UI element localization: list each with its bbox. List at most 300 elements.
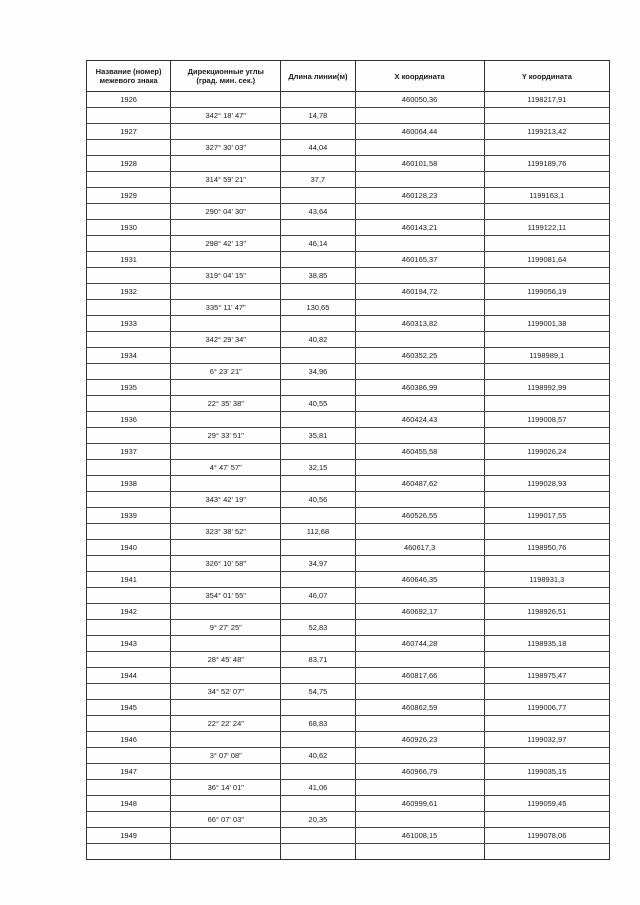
empty-cell — [87, 780, 171, 796]
y-coordinate: 1199001,38 — [484, 316, 609, 332]
empty-cell — [484, 620, 609, 636]
direction-angle: 9° 27' 25" — [171, 620, 281, 636]
point-name: 1937 — [87, 444, 171, 460]
table-row — [87, 844, 610, 860]
table-row — [87, 588, 610, 604]
empty-cell — [355, 652, 484, 668]
table-row — [87, 636, 610, 652]
x-coordinate: 460050,36 — [355, 92, 484, 108]
empty-cell — [355, 300, 484, 316]
table-row — [87, 444, 610, 460]
x-coordinate: 460352,25 — [355, 348, 484, 364]
table-row — [87, 108, 610, 124]
header-name-line-1: Название (номер) — [95, 67, 162, 76]
empty-cell — [355, 140, 484, 156]
direction-angle: 3° 07' 08" — [171, 748, 281, 764]
table-row — [87, 524, 610, 540]
empty-cell — [281, 252, 355, 268]
line-length: 37,7 — [281, 172, 355, 188]
empty-cell — [484, 748, 609, 764]
header-angle-line-1: Дирекционные углы — [187, 67, 264, 76]
x-coordinate: 460926,23 — [355, 732, 484, 748]
empty-cell — [355, 108, 484, 124]
empty-cell — [281, 316, 355, 332]
point-name: 1946 — [87, 732, 171, 748]
empty-cell — [281, 828, 355, 844]
empty-cell — [87, 204, 171, 220]
line-length: 46,07 — [281, 588, 355, 604]
table-row — [87, 748, 610, 764]
empty-cell — [355, 268, 484, 284]
point-name: 1930 — [87, 220, 171, 236]
header-angle-line-2: (град. мин. сек.) — [196, 76, 256, 85]
empty-cell — [484, 716, 609, 732]
empty-cell — [355, 780, 484, 796]
empty-cell — [355, 588, 484, 604]
x-coordinate: 460526,55 — [355, 508, 484, 524]
empty-cell — [355, 460, 484, 476]
empty-cell — [355, 172, 484, 188]
direction-angle: 4° 47' 57" — [171, 460, 281, 476]
empty-cell — [171, 92, 281, 108]
empty-cell — [87, 300, 171, 316]
table-row — [87, 236, 610, 252]
header-name — [87, 61, 171, 92]
direction-angle: 314° 59' 21" — [171, 172, 281, 188]
empty-cell — [281, 636, 355, 652]
empty-cell — [281, 220, 355, 236]
table-row — [87, 332, 610, 348]
empty-cell — [87, 812, 171, 828]
empty-cell — [355, 492, 484, 508]
y-coordinate: 1199213,42 — [484, 124, 609, 140]
table-row — [87, 716, 610, 732]
empty-cell — [87, 172, 171, 188]
table-row — [87, 556, 610, 572]
empty-cell — [281, 188, 355, 204]
table-row — [87, 508, 610, 524]
table-row — [87, 300, 610, 316]
table-row — [87, 732, 610, 748]
empty-cell — [355, 620, 484, 636]
direction-angle: 354° 01' 55" — [171, 588, 281, 604]
boundary-coordinates-table — [86, 60, 610, 860]
x-coordinate: 460064,44 — [355, 124, 484, 140]
empty-cell — [281, 668, 355, 684]
y-coordinate: 1199026,24 — [484, 444, 609, 460]
empty-cell — [355, 556, 484, 572]
empty-cell — [171, 668, 281, 684]
direction-angle: 343° 42' 19" — [171, 492, 281, 508]
empty-cell — [87, 716, 171, 732]
line-length: 14,78 — [281, 108, 355, 124]
empty-cell — [484, 204, 609, 220]
table-row — [87, 812, 610, 828]
empty-cell — [484, 556, 609, 572]
table-row — [87, 284, 610, 300]
empty-cell — [355, 428, 484, 444]
header-name-line-2: межевого знака — [99, 76, 158, 85]
empty-cell — [484, 844, 609, 860]
empty-cell — [484, 588, 609, 604]
y-coordinate: 1199056,19 — [484, 284, 609, 300]
y-coordinate: 1199035,15 — [484, 764, 609, 780]
x-coordinate: 460966,79 — [355, 764, 484, 780]
table-row — [87, 796, 610, 812]
point-name: 1945 — [87, 700, 171, 716]
x-coordinate: 460817,66 — [355, 668, 484, 684]
empty-cell — [171, 444, 281, 460]
empty-cell — [484, 396, 609, 412]
table-row — [87, 620, 610, 636]
table-row — [87, 652, 610, 668]
direction-angle: 298° 42' 13" — [171, 236, 281, 252]
y-coordinate: 1198992,99 — [484, 380, 609, 396]
table-row — [87, 460, 610, 476]
table-row — [87, 268, 610, 284]
empty-cell — [484, 332, 609, 348]
direction-angle: 29° 33' 51" — [171, 428, 281, 444]
y-coordinate: 1199122,11 — [484, 220, 609, 236]
y-coordinate: 1199078,06 — [484, 828, 609, 844]
y-coordinate: 1198935,18 — [484, 636, 609, 652]
line-length: 38,85 — [281, 268, 355, 284]
empty-cell — [171, 252, 281, 268]
direction-angle: 34° 52' 07" — [171, 684, 281, 700]
point-name: 1927 — [87, 124, 171, 140]
line-length: 43,64 — [281, 204, 355, 220]
x-coordinate: 460744,28 — [355, 636, 484, 652]
empty-cell — [281, 444, 355, 460]
empty-cell — [281, 508, 355, 524]
point-name: 1940 — [87, 540, 171, 556]
empty-cell — [281, 796, 355, 812]
table-row — [87, 412, 610, 428]
line-length: 40,55 — [281, 396, 355, 412]
direction-angle: 342° 18' 47" — [171, 108, 281, 124]
empty-cell — [87, 396, 171, 412]
line-length: 35,81 — [281, 428, 355, 444]
y-coordinate: 1199028,93 — [484, 476, 609, 492]
y-coordinate: 1198931,3 — [484, 572, 609, 588]
empty-cell — [171, 412, 281, 428]
point-name: 1943 — [87, 636, 171, 652]
empty-cell — [484, 684, 609, 700]
table-row — [87, 124, 610, 140]
empty-cell — [171, 572, 281, 588]
table-row — [87, 684, 610, 700]
y-coordinate: 1199081,64 — [484, 252, 609, 268]
line-length: 54,75 — [281, 684, 355, 700]
empty-cell — [171, 476, 281, 492]
empty-cell — [171, 220, 281, 236]
y-coordinate: 1198989,1 — [484, 348, 609, 364]
table-row — [87, 780, 610, 796]
empty-cell — [484, 268, 609, 284]
y-coordinate: 1199059,45 — [484, 796, 609, 812]
x-coordinate: 461008,15 — [355, 828, 484, 844]
point-name: 1935 — [87, 380, 171, 396]
line-length: 34,96 — [281, 364, 355, 380]
empty-cell — [87, 588, 171, 604]
empty-cell — [281, 844, 355, 860]
x-coordinate: 460194,72 — [355, 284, 484, 300]
empty-cell — [484, 524, 609, 540]
empty-cell — [87, 332, 171, 348]
empty-cell — [87, 460, 171, 476]
direction-angle: 326° 10' 58" — [171, 556, 281, 572]
empty-cell — [171, 764, 281, 780]
empty-cell — [87, 268, 171, 284]
empty-cell — [484, 364, 609, 380]
table-body — [87, 92, 610, 860]
y-coordinate: 1199008,57 — [484, 412, 609, 428]
x-coordinate: 460313,82 — [355, 316, 484, 332]
point-name: 1949 — [87, 828, 171, 844]
line-length: 20,35 — [281, 812, 355, 828]
empty-cell — [171, 156, 281, 172]
point-name: 1934 — [87, 348, 171, 364]
x-coordinate: 460487,62 — [355, 476, 484, 492]
direction-angle: 28° 45' 48" — [171, 652, 281, 668]
line-length: 32,15 — [281, 460, 355, 476]
empty-cell — [87, 620, 171, 636]
y-coordinate: 1199163,1 — [484, 188, 609, 204]
empty-cell — [281, 604, 355, 620]
empty-cell — [355, 812, 484, 828]
direction-angle: 323° 38' 52" — [171, 524, 281, 540]
empty-cell — [281, 476, 355, 492]
empty-cell — [171, 284, 281, 300]
empty-cell — [484, 172, 609, 188]
point-name: 1942 — [87, 604, 171, 620]
point-name: 1929 — [87, 188, 171, 204]
empty-cell — [171, 604, 281, 620]
empty-cell — [355, 236, 484, 252]
empty-cell — [484, 108, 609, 124]
y-coordinate: 1199189,76 — [484, 156, 609, 172]
empty-cell — [355, 844, 484, 860]
empty-cell — [171, 844, 281, 860]
direction-angle: 22° 35' 38" — [171, 396, 281, 412]
line-length: 83,71 — [281, 652, 355, 668]
empty-cell — [171, 188, 281, 204]
line-length: 68,83 — [281, 716, 355, 732]
x-coordinate: 460455,58 — [355, 444, 484, 460]
header-y: Y координата — [484, 61, 609, 92]
empty-cell — [355, 204, 484, 220]
direction-angle: 327° 30' 03" — [171, 140, 281, 156]
point-name: 1938 — [87, 476, 171, 492]
empty-cell — [171, 508, 281, 524]
y-coordinate: 1199032,97 — [484, 732, 609, 748]
empty-cell — [281, 700, 355, 716]
line-length: 46,14 — [281, 236, 355, 252]
x-coordinate: 460143,21 — [355, 220, 484, 236]
table-row — [87, 156, 610, 172]
empty-cell — [484, 812, 609, 828]
table-row — [87, 364, 610, 380]
point-name: 1928 — [87, 156, 171, 172]
point-name: 1926 — [87, 92, 171, 108]
header-length: Длина линии(м) — [281, 61, 355, 92]
table-row — [87, 220, 610, 236]
y-coordinate: 1199006,77 — [484, 700, 609, 716]
empty-cell — [281, 348, 355, 364]
y-coordinate: 1199017,55 — [484, 508, 609, 524]
empty-cell — [281, 572, 355, 588]
table-row — [87, 188, 610, 204]
empty-cell — [171, 348, 281, 364]
empty-cell — [171, 636, 281, 652]
x-coordinate: 460101,58 — [355, 156, 484, 172]
direction-angle: 335° 11' 47" — [171, 300, 281, 316]
table-row — [87, 604, 610, 620]
table-row — [87, 492, 610, 508]
point-name: 1933 — [87, 316, 171, 332]
empty-cell — [87, 684, 171, 700]
line-length: 40,82 — [281, 332, 355, 348]
empty-cell — [355, 364, 484, 380]
x-coordinate: 460692,17 — [355, 604, 484, 620]
x-coordinate: 460165,37 — [355, 252, 484, 268]
line-length: 40,56 — [281, 492, 355, 508]
empty-cell — [355, 748, 484, 764]
x-coordinate: 460646,35 — [355, 572, 484, 588]
y-coordinate: 1198975,47 — [484, 668, 609, 684]
empty-cell — [87, 428, 171, 444]
x-coordinate: 460386,99 — [355, 380, 484, 396]
point-name: 1947 — [87, 764, 171, 780]
empty-cell — [171, 380, 281, 396]
empty-cell — [281, 156, 355, 172]
table-row — [87, 92, 610, 108]
point-name: 1936 — [87, 412, 171, 428]
empty-cell — [355, 716, 484, 732]
empty-cell — [484, 492, 609, 508]
empty-cell — [281, 92, 355, 108]
empty-cell — [484, 300, 609, 316]
point-name: 1931 — [87, 252, 171, 268]
point-name: 1932 — [87, 284, 171, 300]
empty-cell — [171, 700, 281, 716]
line-length: 41,06 — [281, 780, 355, 796]
empty-cell — [171, 316, 281, 332]
x-coordinate: 460617,3 — [355, 540, 484, 556]
x-coordinate: 460999,61 — [355, 796, 484, 812]
table-row — [87, 828, 610, 844]
y-coordinate: 1198217,91 — [484, 92, 609, 108]
x-coordinate: 460128,23 — [355, 188, 484, 204]
empty-cell — [484, 428, 609, 444]
empty-cell — [87, 108, 171, 124]
empty-cell — [281, 124, 355, 140]
line-length: 40,62 — [281, 748, 355, 764]
table-row — [87, 316, 610, 332]
point-name: 1948 — [87, 796, 171, 812]
empty-cell — [484, 652, 609, 668]
table-row — [87, 572, 610, 588]
table-row — [87, 172, 610, 188]
empty-cell — [87, 844, 171, 860]
empty-cell — [87, 748, 171, 764]
empty-cell — [281, 284, 355, 300]
x-coordinate: 460862,59 — [355, 700, 484, 716]
empty-cell — [87, 524, 171, 540]
y-coordinate: 1198926,51 — [484, 604, 609, 620]
empty-cell — [171, 540, 281, 556]
empty-cell — [355, 684, 484, 700]
empty-cell — [355, 396, 484, 412]
line-length: 130,65 — [281, 300, 355, 316]
empty-cell — [281, 764, 355, 780]
table-header-row — [87, 61, 610, 92]
empty-cell — [87, 492, 171, 508]
empty-cell — [87, 140, 171, 156]
empty-cell — [87, 556, 171, 572]
empty-cell — [281, 412, 355, 428]
direction-angle: 319° 04' 15" — [171, 268, 281, 284]
line-length: 34,97 — [281, 556, 355, 572]
empty-cell — [484, 460, 609, 476]
empty-cell — [171, 828, 281, 844]
empty-cell — [484, 780, 609, 796]
line-length: 44,04 — [281, 140, 355, 156]
table-row — [87, 764, 610, 780]
x-coordinate: 460424,43 — [355, 412, 484, 428]
line-length: 112,68 — [281, 524, 355, 540]
table-row — [87, 540, 610, 556]
table-row — [87, 396, 610, 412]
table-row — [87, 428, 610, 444]
table-row — [87, 252, 610, 268]
direction-angle: 36° 14' 01" — [171, 780, 281, 796]
direction-angle: 6° 23' 21" — [171, 364, 281, 380]
empty-cell — [87, 652, 171, 668]
y-coordinate: 1198950,76 — [484, 540, 609, 556]
table-row — [87, 140, 610, 156]
empty-cell — [484, 236, 609, 252]
empty-cell — [171, 124, 281, 140]
empty-cell — [87, 236, 171, 252]
table-row — [87, 380, 610, 396]
direction-angle: 342° 29' 34" — [171, 332, 281, 348]
empty-cell — [171, 796, 281, 812]
table-row — [87, 668, 610, 684]
empty-cell — [484, 140, 609, 156]
header-angle — [171, 61, 281, 92]
empty-cell — [281, 732, 355, 748]
table-row — [87, 348, 610, 364]
direction-angle: 66° 07' 03" — [171, 812, 281, 828]
empty-cell — [355, 524, 484, 540]
empty-cell — [281, 540, 355, 556]
table-row — [87, 476, 610, 492]
header-x: X координата — [355, 61, 484, 92]
point-name: 1939 — [87, 508, 171, 524]
empty-cell — [87, 364, 171, 380]
table-row — [87, 700, 610, 716]
empty-cell — [281, 380, 355, 396]
empty-cell — [355, 332, 484, 348]
direction-angle: 22° 22' 24" — [171, 716, 281, 732]
point-name: 1944 — [87, 668, 171, 684]
point-name: 1941 — [87, 572, 171, 588]
direction-angle: 290° 04' 30" — [171, 204, 281, 220]
empty-cell — [171, 732, 281, 748]
line-length: 52,83 — [281, 620, 355, 636]
table-row — [87, 204, 610, 220]
